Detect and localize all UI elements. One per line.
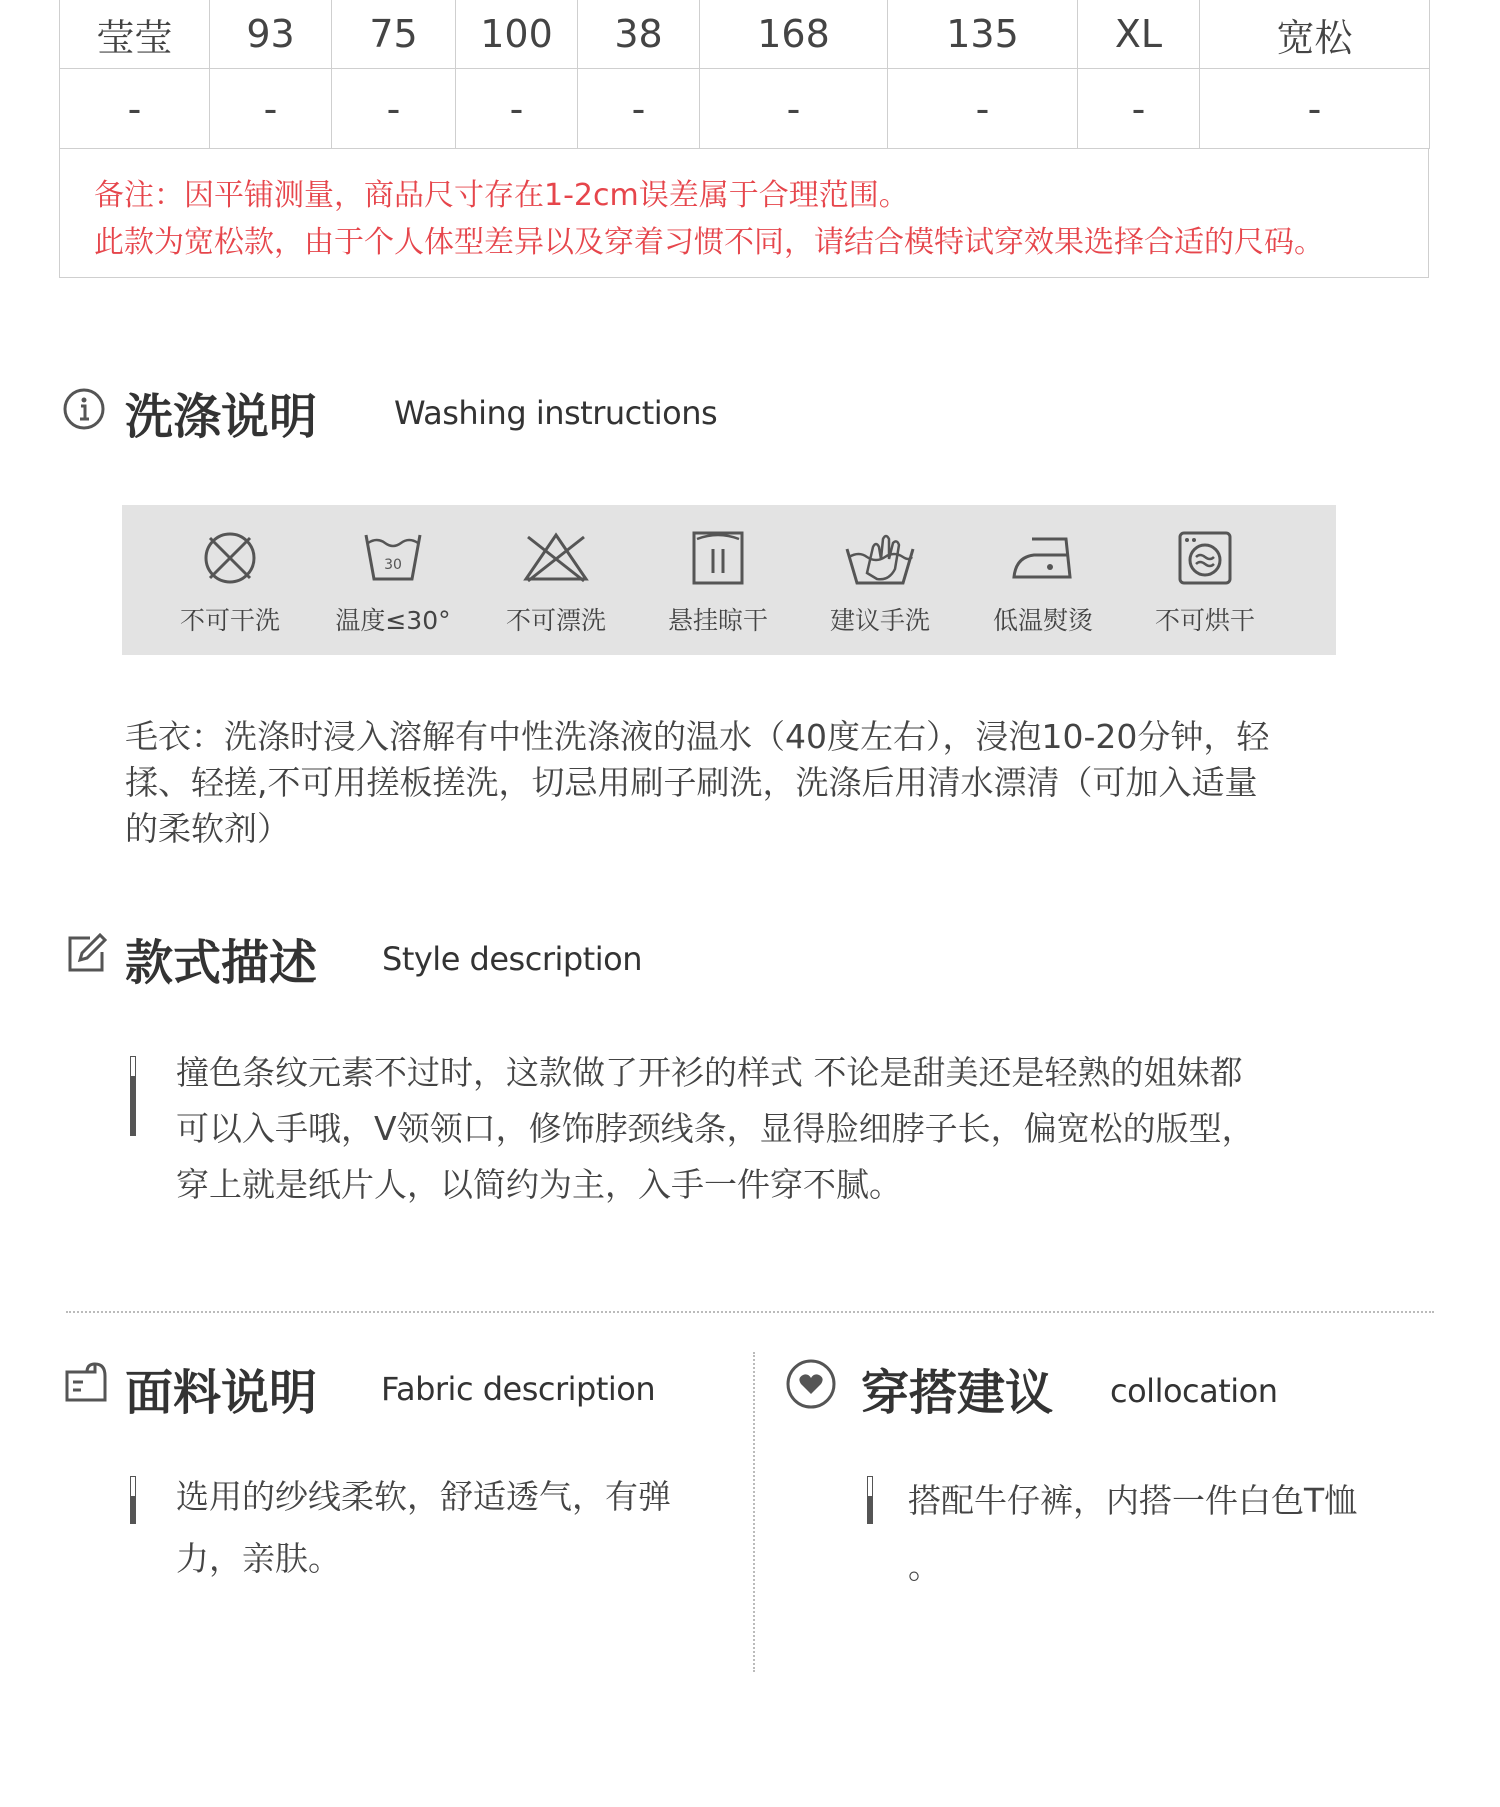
wash-item xyxy=(150,505,310,655)
table-cell: 38 xyxy=(578,0,700,69)
table-cell: - xyxy=(332,69,456,149)
style-text-line: 撞色条纹元素不过时，这款做了开衫的样式 不论是甜美还是轻熟的姐妹都 xyxy=(176,1053,1243,1092)
table-cell: 75 xyxy=(332,0,456,69)
wash-item xyxy=(800,505,960,655)
washing-text-line: 毛衣：洗涤时浸入溶解有中性洗涤液的温水（40度左右），浸泡10-20分钟，轻 xyxy=(125,717,1270,756)
table-cell: 135 xyxy=(888,0,1078,69)
fabric-text-line: 力，亲肤。 xyxy=(176,1539,341,1578)
collocation-title: 穿搭建议 xyxy=(861,1365,1054,1421)
size-table xyxy=(59,0,1430,149)
low-iron-icon xyxy=(1010,529,1076,587)
table-row xyxy=(60,0,1430,69)
quote-bar-cap xyxy=(130,1476,136,1498)
quote-bar-cap xyxy=(130,1056,136,1078)
no-dry-clean-icon xyxy=(201,529,259,587)
washing-icons-panel xyxy=(122,505,1336,655)
wash-label: 不可干洗 xyxy=(179,606,280,635)
fabric-text xyxy=(176,1466,736,1590)
wash-label: 温度≤30° xyxy=(335,606,451,635)
wash-item xyxy=(963,505,1123,655)
style-title-en: Style description xyxy=(382,940,642,978)
wash-item xyxy=(1125,505,1285,655)
table-cell: 168 xyxy=(700,0,888,69)
table-cell: - xyxy=(888,69,1078,149)
table-cell: XL xyxy=(1078,0,1200,69)
washing-text-line: 的柔软剂） xyxy=(125,809,290,848)
collocation-text xyxy=(908,1468,1438,1600)
table-row xyxy=(60,69,1430,149)
table-cell: - xyxy=(1200,69,1430,149)
washing-text xyxy=(125,714,1405,852)
wash-item xyxy=(476,505,636,655)
table-cell: 93 xyxy=(210,0,332,69)
wash-30-icon xyxy=(362,529,424,587)
style-text-line: 可以入手哦，V领领口，修饰脖颈线条，显得脸细脖子长，偏宽松的版型， xyxy=(176,1109,1255,1148)
fabric-title-en: Fabric description xyxy=(381,1370,656,1408)
table-cell: 莹莹 xyxy=(60,0,210,69)
wash-label: 低温熨烫 xyxy=(992,606,1093,635)
no-bleach-icon xyxy=(522,529,590,587)
washing-title-en: Washing instructions xyxy=(394,394,718,432)
quote-bar-cap xyxy=(867,1476,873,1498)
style-text-line: 穿上就是纸片人，以简约为主，入手一件穿不腻。 xyxy=(176,1165,902,1204)
hang-dry-icon xyxy=(689,529,747,587)
section-divider xyxy=(66,1311,1434,1313)
no-tumble-dry-icon xyxy=(1176,529,1234,587)
style-title: 款式描述 xyxy=(125,935,318,991)
wash-label: 不可烘干 xyxy=(1154,606,1255,635)
washing-title: 洗涤说明 xyxy=(125,389,318,445)
size-note-line-2: 此款为宽松款，由于个人体型差异以及穿着习惯不同，请结合模特试穿效果选择合适的尺码。 xyxy=(94,225,1324,260)
wash-item xyxy=(638,505,798,655)
size-note-line-1: 备注：因平铺测量，商品尺寸存在1-2cm误差属于合理范围。 xyxy=(94,178,909,213)
table-cell: - xyxy=(60,69,210,149)
wash-label: 悬挂晾干 xyxy=(667,606,768,635)
wash-temp: 30 xyxy=(384,557,402,573)
hand-wash-icon xyxy=(843,529,917,589)
collocation-text-line: 。 xyxy=(908,1547,941,1586)
style-text xyxy=(176,1045,1426,1213)
table-cell: - xyxy=(700,69,888,149)
wash-label: 建议手洗 xyxy=(829,606,930,635)
quote-bar xyxy=(130,1496,136,1524)
collocation-text-line: 搭配牛仔裤，内搭一件白色T恤 xyxy=(908,1481,1358,1520)
table-cell: - xyxy=(578,69,700,149)
table-cell: - xyxy=(210,69,332,149)
washing-text-line: 揉、轻搓,不可用搓板搓洗，切忌用刷子刷洗，洗涤后用清水漂清（可加入适量 xyxy=(125,763,1258,802)
quote-bar xyxy=(867,1496,873,1524)
table-cell: - xyxy=(456,69,578,149)
info-icon xyxy=(62,387,106,431)
wash-label: 不可漂洗 xyxy=(505,606,606,635)
quote-bar xyxy=(130,1076,136,1136)
wash-item xyxy=(313,505,473,655)
fabric-roll-icon xyxy=(63,1360,107,1404)
fabric-text-line: 选用的纱线柔软，舒适透气，有弹 xyxy=(176,1477,671,1516)
heart-icon xyxy=(785,1358,837,1410)
table-cell: 100 xyxy=(456,0,578,69)
size-note-box xyxy=(59,149,1429,278)
table-cell: 宽松 xyxy=(1200,0,1430,69)
collocation-title-en: collocation xyxy=(1110,1372,1278,1410)
column-divider xyxy=(753,1352,755,1672)
edit-icon xyxy=(64,932,108,976)
fabric-title: 面料说明 xyxy=(125,1365,318,1421)
table-cell: - xyxy=(1078,69,1200,149)
